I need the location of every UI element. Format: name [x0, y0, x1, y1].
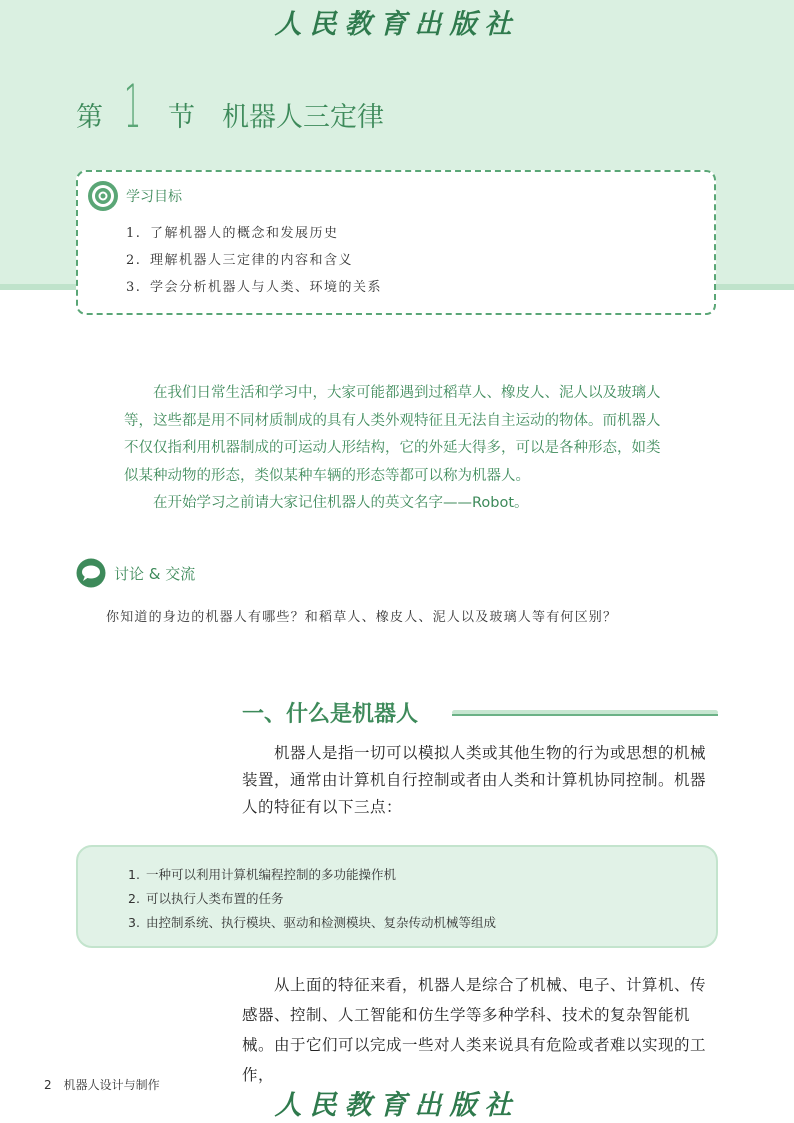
goal-number: 2. [126, 253, 142, 268]
feature-number: 2. [128, 891, 140, 906]
discussion-title: 讨论 & 交流 [114, 565, 196, 583]
goal-number: 3. [126, 280, 142, 295]
section-name: 机器人三定律 [222, 102, 384, 133]
section-number: 1 [124, 72, 142, 142]
feature-item [128, 911, 496, 935]
definition-text [242, 740, 720, 821]
target-icon [87, 180, 119, 212]
feature-item [128, 887, 496, 911]
section-suffix: 节 [168, 102, 195, 133]
intro-paragraph: 在开始学习之前请大家记住机器人的英文名字——Robot。 [153, 495, 529, 511]
definition-paragraph: 机器人是指一切可以模拟人类或其他生物的行为或思想的机械装置，通常由计算机自行控制或者由人类和计算机协同控制。机器人的特征有以下三点： [242, 744, 707, 816]
intro-paragraph: 在我们日常生活和学习中，大家可能都遇到过稻草人、橡皮人、泥人以及玻璃人等，这些都是用不同材质制成的具有人类外观特征且无法自主运动的物体。而机器人不仅仅指利用机器制成的可运动人形结构，它的外延大得多，可以是各种形态，如类似某种动物的形态，类似某种车辆的形态等都可以称为机器人。 [124, 385, 661, 484]
feature-number: 1. [128, 867, 140, 882]
continuation-text [242, 970, 720, 1090]
page-number: 2 [44, 1078, 52, 1092]
goals-list [126, 220, 382, 301]
intro-text [124, 380, 672, 518]
feature-text: 一种可以利用计算机编程控制的多功能操作机 [146, 867, 397, 882]
features-box [76, 845, 718, 948]
goal-text: 理解机器人三定律的内容和含义 [150, 253, 354, 268]
learning-goals-box [76, 170, 716, 315]
feature-item [128, 863, 496, 887]
feature-text: 由控制系统、执行模块、驱动和检测模块、复杂传动机械等组成 [146, 915, 497, 930]
goal-number: 1. [126, 226, 142, 241]
publisher-logo-bottom: 人民教育出版社 [274, 1090, 520, 1121]
speech-bubble-icon [76, 558, 106, 588]
book-title: 机器人设计与制作 [63, 1078, 160, 1092]
continuation-paragraph: 从上面的特征来看，机器人是综合了机械、电子、计算机、传感器、控制、人工智能和仿生学等多种学科、技术的复杂智能机械。由于它们可以完成一些对人类来说具有危险或者难以实现的工作， [242, 976, 707, 1084]
publisher-logo-top: 人民教育出版社 [274, 9, 520, 40]
feature-number: 3. [128, 915, 140, 930]
goal-item [126, 274, 382, 301]
subsection-title: 一、什么是机器人 [242, 702, 419, 727]
section-prefix: 第 [76, 102, 103, 133]
goal-item [126, 220, 382, 247]
goals-title: 学习目标 [126, 189, 182, 205]
goal-text: 了解机器人的概念和发展历史 [150, 226, 339, 241]
goal-item [126, 247, 382, 274]
features-list [128, 863, 496, 935]
feature-text: 可以执行人类布置的任务 [146, 891, 284, 906]
goal-text: 学会分析机器人与人类、环境的关系 [150, 280, 383, 295]
discussion-question: 你知道的身边的机器人有哪些？和稻草人、橡皮人、泥人以及玻璃人等有何区别？ [106, 610, 618, 625]
subsection-bar-line [452, 714, 718, 716]
